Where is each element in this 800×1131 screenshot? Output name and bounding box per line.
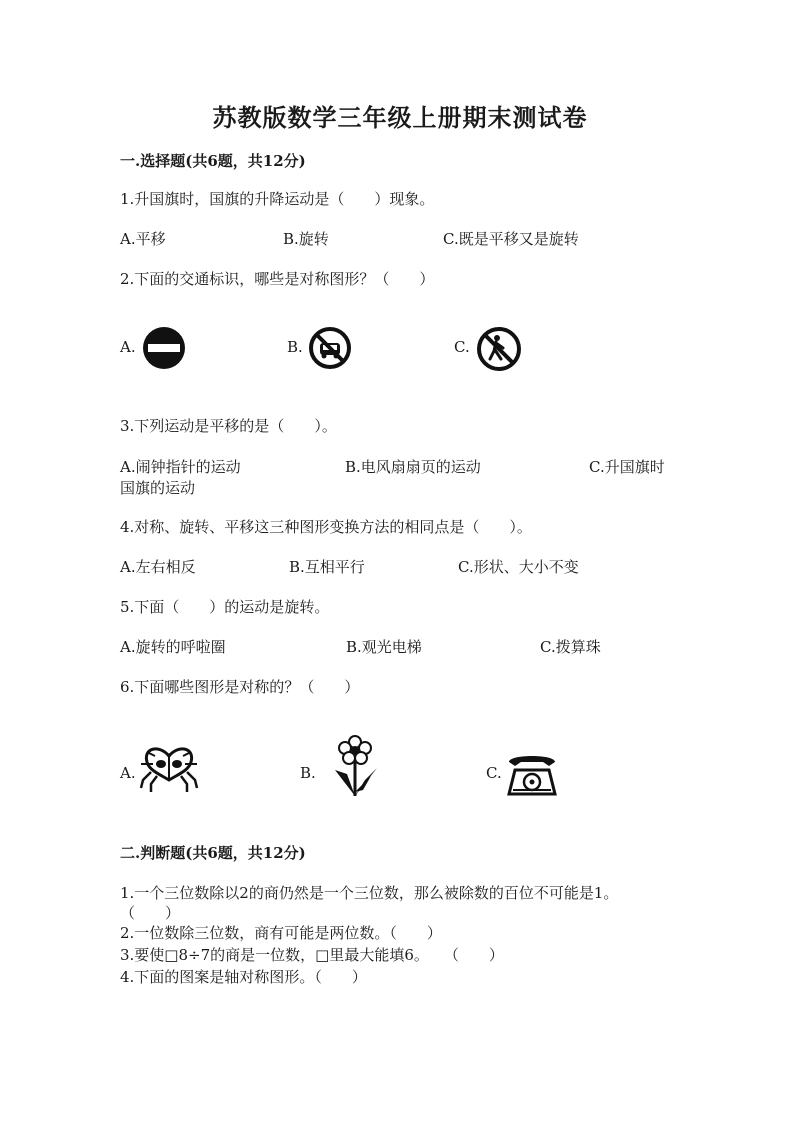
q6-option-a: A. bbox=[120, 764, 136, 782]
q1-option-c: C.既是平移又是旋转 bbox=[443, 230, 579, 248]
q5-option-b: B.观光电梯 bbox=[346, 638, 422, 656]
q2-option-c: C. bbox=[454, 338, 470, 356]
q5-option-c: C.拨算珠 bbox=[540, 638, 601, 656]
section-heading-choice: 一.选择题(共6题，共12分) bbox=[120, 152, 306, 170]
q3-option-c: C.升国旗时 bbox=[589, 458, 665, 476]
q5-option-a: A.旋转的呼啦圈 bbox=[120, 638, 226, 656]
question-2: 2.下面的交通标识，哪些是对称图形？（ ） bbox=[120, 270, 435, 288]
q3-option-a: A.闹钟指针的运动 bbox=[120, 458, 241, 476]
telephone-icon bbox=[505, 750, 559, 800]
judgement-4: 4.下面的图案是轴对称图形。（ ） bbox=[120, 968, 367, 986]
q4-option-b: B.互相平行 bbox=[289, 558, 365, 576]
q6-option-b: B. bbox=[300, 764, 316, 782]
page-title: 苏教版数学三年级上册期末测试卷 bbox=[212, 103, 588, 132]
q3-option-c-continuation: 国旗的运动 bbox=[120, 479, 196, 497]
no-entry-sign-icon bbox=[142, 326, 186, 370]
q4-option-a: A.左右相反 bbox=[120, 558, 196, 576]
flower-icon bbox=[325, 730, 385, 800]
judgement-2: 2.一位数除三位数，商有可能是两位数。（ ） bbox=[120, 924, 442, 942]
question-6: 6.下面哪些图形是对称的？（ ） bbox=[120, 678, 360, 696]
judgement-1-bracket: （ ） bbox=[120, 904, 181, 922]
q6-option-c: C. bbox=[486, 764, 502, 782]
question-3: 3.下列运动是平移的是（ ）。 bbox=[120, 417, 337, 435]
judgement-1: 1.一个三位数除以2的商仍然是一个三位数，那么被除数的百位不可能是1。 bbox=[120, 884, 619, 902]
bug-icon bbox=[137, 742, 201, 794]
no-car-sign-icon bbox=[308, 326, 352, 370]
q2-option-a: A. bbox=[120, 338, 136, 356]
question-5: 5.下面（ ）的运动是旋转。 bbox=[120, 598, 330, 616]
q1-option-b: B.旋转 bbox=[283, 230, 329, 248]
q1-option-a: A.平移 bbox=[120, 230, 166, 248]
q3-option-b: B.电风扇扇页的运动 bbox=[345, 458, 481, 476]
question-1: 1.升国旗时，国旗的升降运动是（ ）现象。 bbox=[120, 190, 435, 208]
q4-option-c: C.形状、大小不变 bbox=[458, 558, 579, 576]
no-pedestrian-sign-icon bbox=[476, 326, 522, 372]
section-heading-true-false: 二.判断题(共6题，共12分) bbox=[120, 844, 306, 862]
judgement-3: 3.要使□8÷7的商是一位数，□里最大能填6。 （ ） bbox=[120, 946, 504, 964]
q2-option-b: B. bbox=[287, 338, 303, 356]
question-4: 4.对称、旋转、平移这三种图形变换方法的相同点是（ ）。 bbox=[120, 518, 532, 536]
